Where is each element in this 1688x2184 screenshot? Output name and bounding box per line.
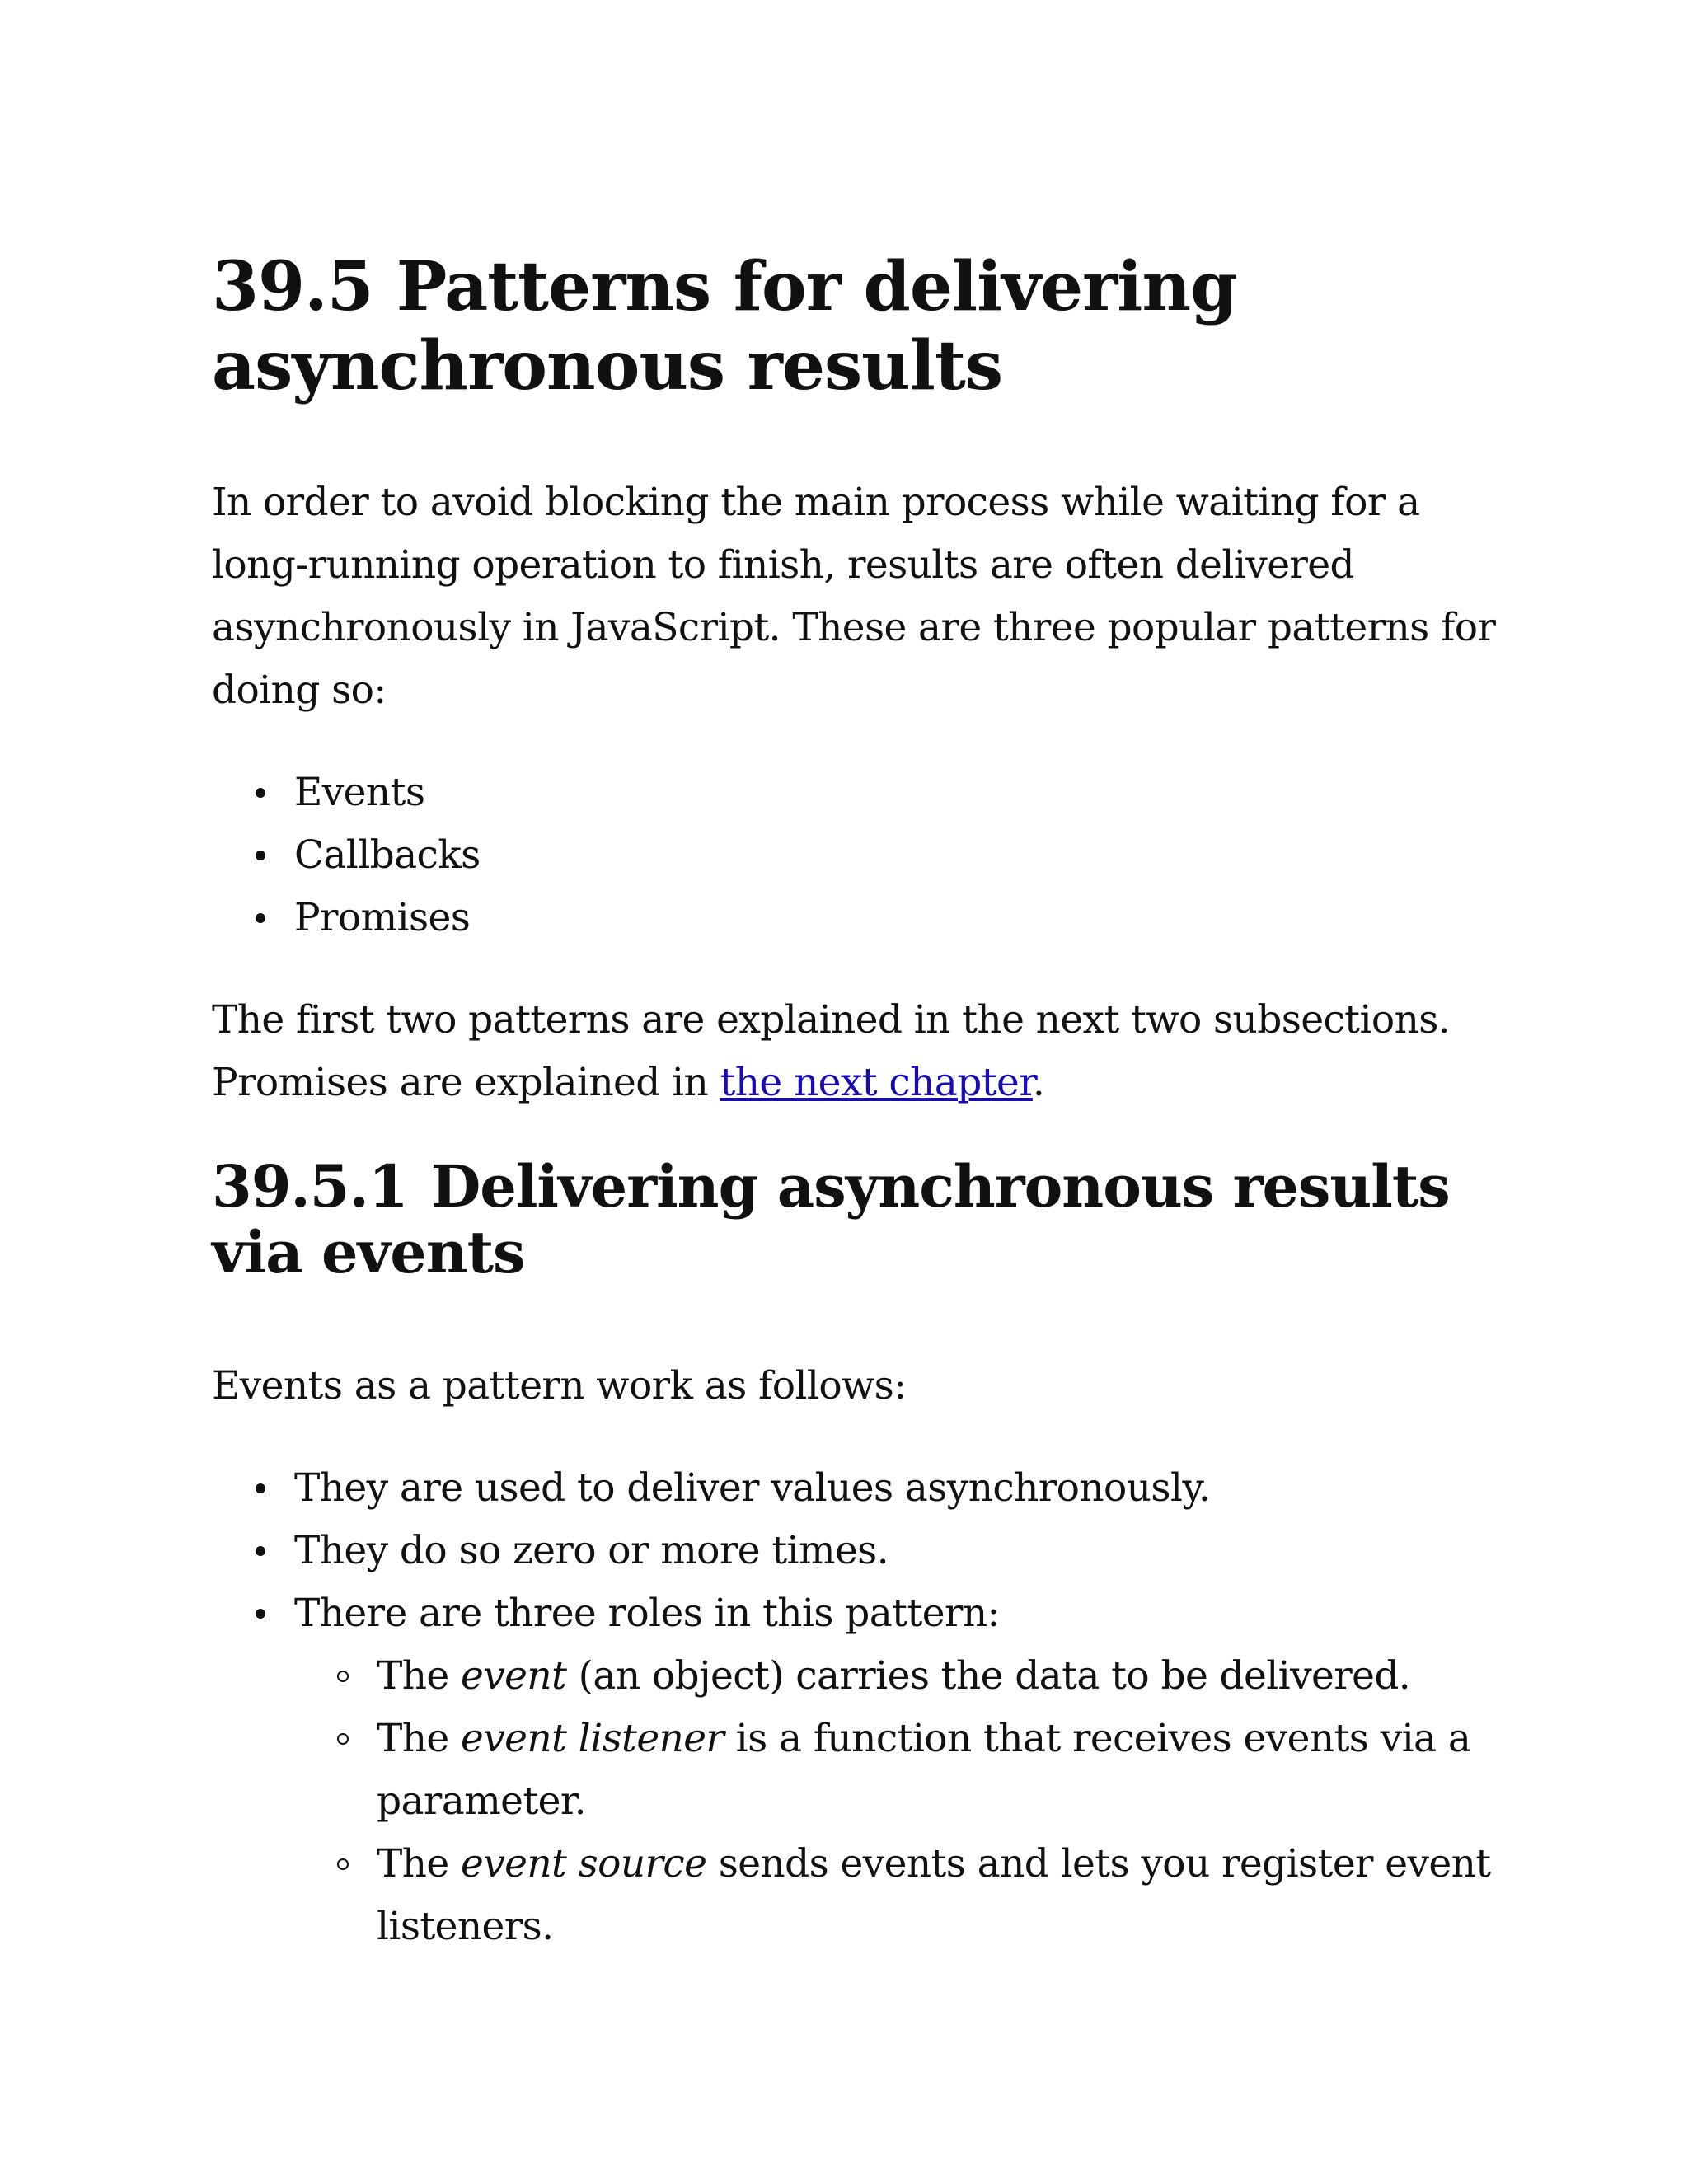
list-item: Callbacks <box>294 824 1498 887</box>
role-term: event <box>460 1653 567 1699</box>
role-pre: The <box>377 1716 461 1761</box>
list-item-text: There are three roles in this pattern: <box>294 1591 1000 1636</box>
role-item <box>377 1833 1498 1958</box>
role-item <box>377 1645 1498 1708</box>
events-intro-paragraph: Events as a pattern work as follows: <box>212 1363 907 1408</box>
subsection-number: 39.5.1 <box>212 1152 408 1221</box>
roles-list <box>294 1645 1498 1958</box>
role-term: event source <box>460 1841 707 1886</box>
role-post: (an object) carries the data to be delivered. <box>566 1653 1411 1699</box>
next-chapter-link[interactable]: the next chapter <box>720 1060 1033 1105</box>
section-heading <box>212 247 1498 405</box>
role-term: event listener <box>460 1716 724 1761</box>
explain-text-end: . <box>1032 1060 1045 1105</box>
patterns-list <box>212 762 1498 949</box>
role-post: is a function that receives events via a parameter. <box>377 1716 1471 1824</box>
list-item: They do so zero or more times. <box>294 1520 1498 1582</box>
intro-paragraph: In order to avoid blocking the main process while waiting for a long-running operation to finish, results are often delivered asynchronously in JavaScript. These are three popular patterns for doing so: <box>212 480 1496 713</box>
subsection-heading <box>212 1154 1498 1286</box>
role-item <box>377 1708 1498 1833</box>
document-page <box>212 247 1498 1998</box>
role-post: sends events and lets you register event listeners. <box>377 1841 1491 1949</box>
subsection-title: Delivering asynchronous results via events <box>212 1152 1450 1286</box>
list-item: Promises <box>294 887 1498 949</box>
explain-paragraph <box>212 989 1498 1114</box>
section-title: Patterns for delivering asynchronous results <box>212 247 1237 405</box>
events-points-list <box>212 1457 1498 1958</box>
explain-text: The first two patterns are explained in the next two subsections. Promises are explained in <box>212 997 1451 1105</box>
list-item: They are used to deliver values asynchronously. <box>294 1457 1498 1520</box>
section-number: 39.5 <box>212 247 373 326</box>
list-item <box>294 1582 1498 1958</box>
role-pre: The <box>377 1841 461 1886</box>
list-item: Events <box>294 762 1498 824</box>
role-pre: The <box>377 1653 461 1699</box>
